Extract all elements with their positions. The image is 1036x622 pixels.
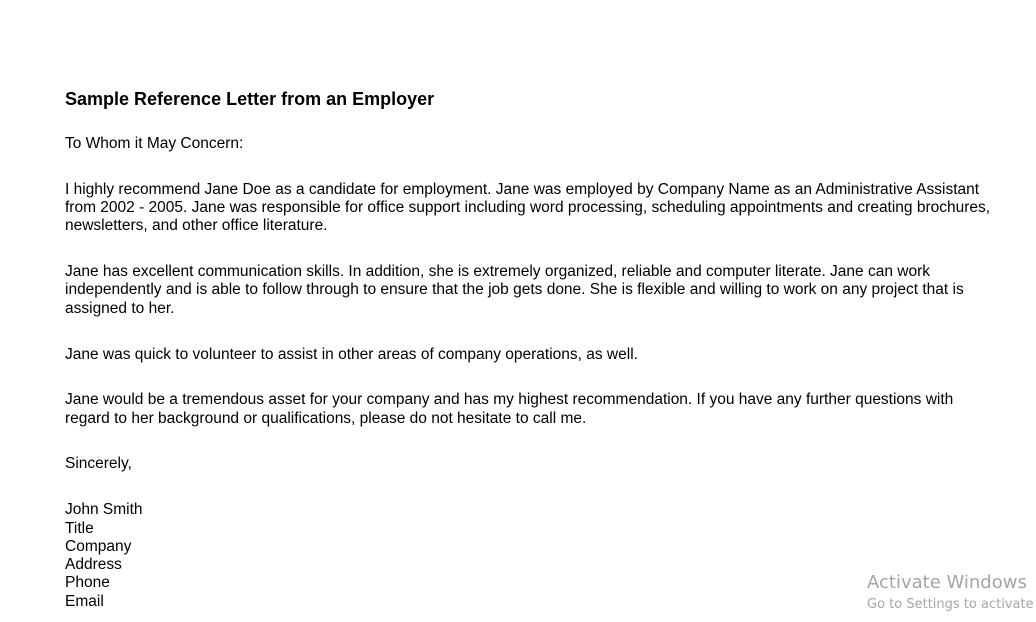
letter-document	[65, 88, 995, 611]
letter-salutation: To Whom it May Concern:	[65, 135, 244, 152]
letter-title: Sample Reference Letter from an Employer	[65, 89, 435, 109]
signature-email: Email	[65, 592, 104, 610]
signature-address: Address	[65, 556, 122, 574]
signature-title: Title	[65, 519, 94, 537]
signature-phone: Phone	[65, 574, 110, 592]
letter-paragraph-2: Jane has excellent communication skills. In addition, she is extremely organized, reliable and computer literate. Jane can work independently and is able to follow through to ensure that the job gets done. She is flexible and willing to work on any project that is assigned to her.	[65, 263, 964, 317]
activate-windows-watermark	[867, 572, 1034, 614]
signature-company: Company	[65, 537, 132, 555]
letter-closing: Sincerely,	[65, 455, 132, 473]
signature-block	[65, 501, 995, 611]
watermark-subtitle: Go to Settings to activate	[867, 597, 1034, 612]
signature-name: John Smith	[65, 501, 143, 519]
letter-paragraph-3: Jane was quick to volunteer to assist in other areas of company operations, as well.	[65, 345, 638, 363]
letter-paragraph-4: Jane would be a tremendous asset for your company and has my highest recommendation. If you have any further questions with regard to her background or qualifications, please do not hesitate to call me.	[65, 391, 954, 427]
watermark-title: Activate Windows	[867, 572, 1027, 593]
letter-paragraph-1: I highly recommend Jane Doe as a candidate for employment. Jane was employed by Company Name as an Administrative Assistant from 2002 - 2005. Jane was responsible for office support including word processing, scheduling appointments and creating brochures, newsletters, and other office literature.	[65, 180, 991, 235]
